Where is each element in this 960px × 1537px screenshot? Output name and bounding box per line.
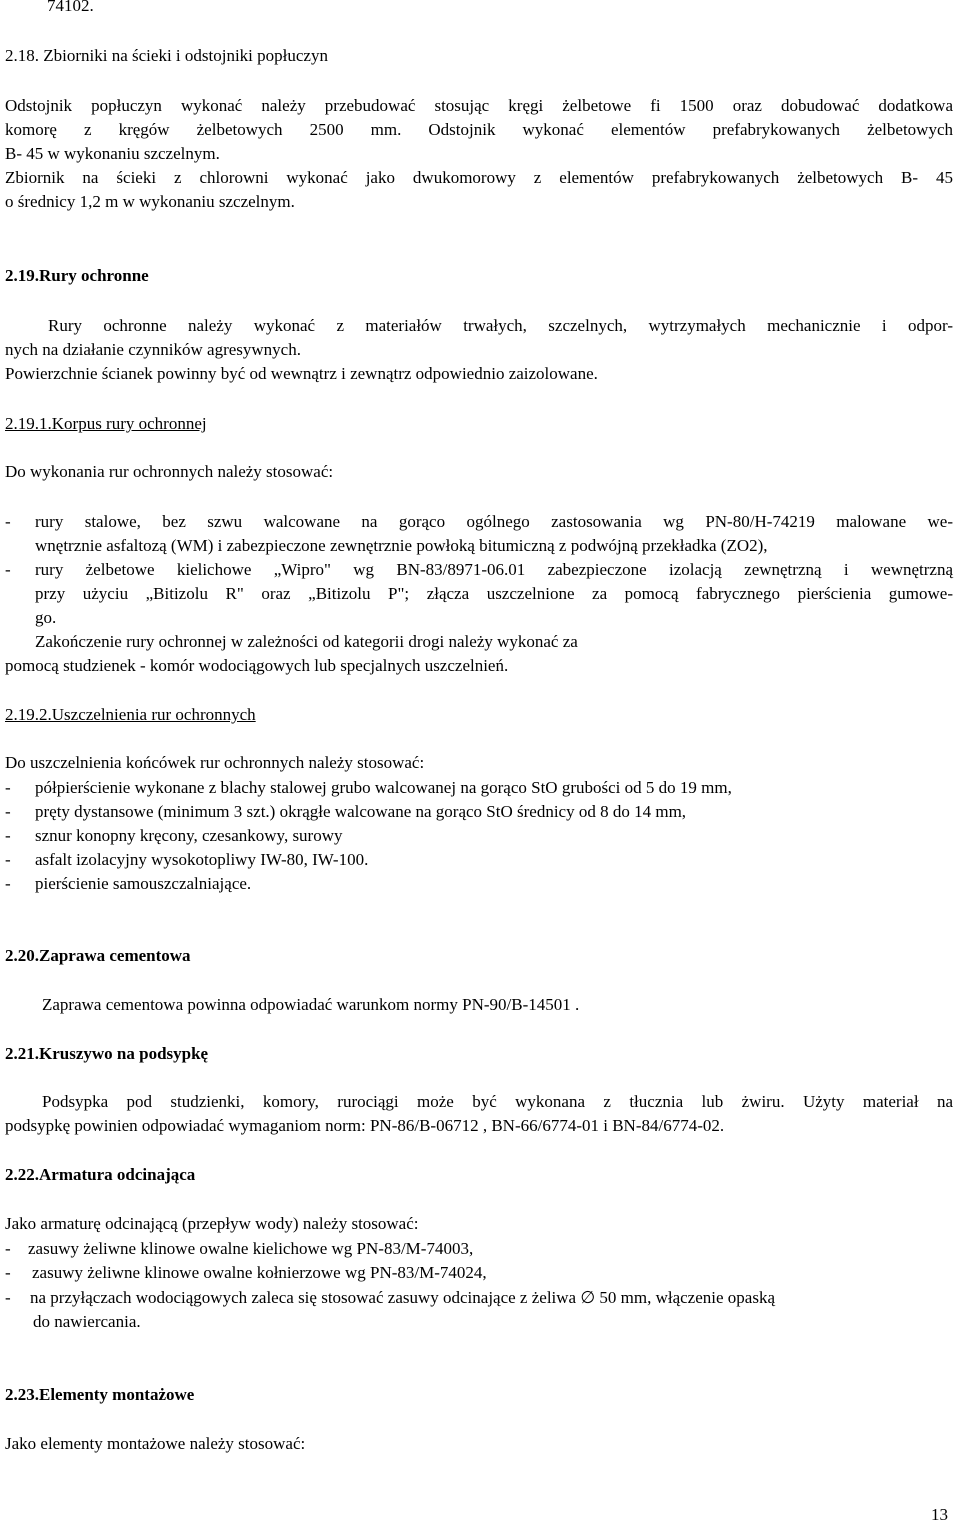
section-2-18-heading: 2.18. Zbiorniki na ścieki i odstojniki popłuczyn	[5, 46, 328, 65]
list-item: sznur konopny kręcony, czesankowy, surowy	[35, 826, 343, 845]
paragraph-line: komorę z kręgów żelbetowych 2500 mm. Odstojnik wykonać elementów prefabrykowanych żelbetowych	[5, 120, 953, 139]
list-dash: -	[5, 1239, 11, 1258]
paragraph-line: podsypkę powinien odpowiadać wymaganiom norm: PN-86/B-06712 , BN-66/6774-01 i BN-84/6774-02.	[5, 1116, 725, 1135]
section-2-19-1-heading: 2.19.1.Korpus rury ochronnej	[5, 414, 207, 433]
paragraph-line: Do uszczelnienia końcówek rur ochronnych należy stosować:	[5, 753, 425, 772]
paragraph-line: Do wykonania rur ochronnych należy stosować:	[5, 462, 334, 481]
list-dash: -	[5, 778, 11, 797]
list-item: półpierścienie wykonane z blachy stalowej grubo walcowanej na gorąco StO grubości od 5 do 19 mm,	[35, 778, 732, 797]
list-dash: -	[5, 512, 11, 531]
list-dash: -	[5, 850, 11, 869]
list-item: pierścienie samouszczalniające.	[35, 874, 252, 893]
list-item: rury żelbetowe kielichowe „Wipro" wg BN-83/8971-06.01 zabezpieczone izolacją zewnętrzną i wewnętrzną	[35, 560, 953, 579]
paragraph-line: Zbiornik na ścieki z chlorowni wykonać jako dwukomorowy z elementów prefabrykowanych żelbetowych B- 45	[5, 168, 953, 187]
paragraph-line: pomocą studzienek - komór wodociągowych lub specjalnych uszczelnień.	[5, 656, 509, 675]
paragraph-line: B- 45 w wykonaniu szczelnym.	[5, 144, 220, 163]
list-item: zasuwy żeliwne klinowe owalne kielichowe wg PN-83/M-74003,	[28, 1239, 474, 1258]
paragraph-line: Zakończenie rury ochronnej w zależności od kategorii drogi należy wykonać za	[35, 632, 578, 651]
paragraph-line: Podsypka pod studzienki, komory, rurociągi może być wykonana z tłucznia lub żwiru. Użyty materiał na	[42, 1092, 953, 1111]
section-2-20-heading: 2.20.Zaprawa cementowa	[5, 946, 191, 965]
paragraph-line: Jako elementy montażowe należy stosować:	[5, 1434, 306, 1453]
list-item-continuation: wnętrznie asfaltozą (WM) i zabezpieczone zewnętrznie powłoką bitumiczną z podwójną przekładka (ZO2),	[35, 536, 768, 555]
list-item: na przyłączach wodociągowych zaleca się stosować zasuwy odcinające z żeliwa ∅ 50 mm, włączenie opaską	[30, 1288, 775, 1307]
paragraph-line: Powierzchnie ścianek powinny być od wewnątrz i zewnątrz odpowiednio zaizolowane.	[5, 364, 598, 383]
list-dash: -	[5, 874, 11, 893]
section-2-19-heading: 2.19.Rury ochronne	[5, 266, 149, 285]
list-item-continuation: go.	[35, 608, 57, 627]
section-2-23-heading: 2.23.Elementy montażowe	[5, 1385, 195, 1404]
list-dash: -	[5, 1263, 11, 1282]
section-2-22-heading: 2.22.Armatura odcinająca	[5, 1165, 196, 1184]
page-number: 13	[931, 1505, 948, 1524]
paragraph-line: Zaprawa cementowa powinna odpowiadać warunkom normy PN-90/B-14501 .	[42, 995, 580, 1014]
list-dash: -	[5, 826, 11, 845]
list-dash: -	[5, 1288, 11, 1307]
paragraph-line: Odstojnik popłuczyn wykonać należy przebudować stosując kręgi żelbetowe fi 1500 oraz dobudować dodatkowa	[5, 96, 953, 115]
paragraph-line: Jako armaturę odcinającą (przepływ wody) należy stosować:	[5, 1214, 419, 1233]
list-item: pręty dystansowe (minimum 3 szt.) okrągłe walcowane na gorąco StO średnicy od 8 do 14 mm,	[35, 802, 687, 821]
list-dash: -	[5, 802, 11, 821]
list-item-continuation: przy użyciu „Bitizolu R" oraz „Bitizolu P"; złącza uszczelnione za pomocą fabrycznego pierścienia gumowe-	[35, 584, 953, 603]
section-2-21-heading: 2.21.Kruszywo na podsypkę	[5, 1044, 209, 1063]
list-item: asfalt izolacyjny wysokotopliwy IW-80, IW-100.	[35, 850, 369, 869]
list-item: zasuwy żeliwne klinowe owalne kołnierzowe wg PN-83/M-74024,	[32, 1263, 487, 1282]
list-item: rury stalowe, bez szwu walcowane na gorąco ogólnego zastosowania wg PN-80/H-74219 malowane we-	[35, 512, 953, 531]
paragraph-line: Rury ochronne należy wykonać z materiałów trwałych, szczelnych, wytrzymałych mechanicznie i odpor-	[48, 316, 953, 335]
paragraph-line: o średnicy 1,2 m w wykonaniu szczelnym.	[5, 192, 295, 211]
list-item-continuation: do nawiercania.	[33, 1312, 141, 1331]
list-dash: -	[5, 560, 11, 579]
section-2-19-2-heading: 2.19.2.Uszczelnienia rur ochronnych	[5, 705, 256, 724]
top-fragment: 74102.	[47, 0, 94, 15]
paragraph-line: nych na działanie czynników agresywnych.	[5, 340, 301, 359]
